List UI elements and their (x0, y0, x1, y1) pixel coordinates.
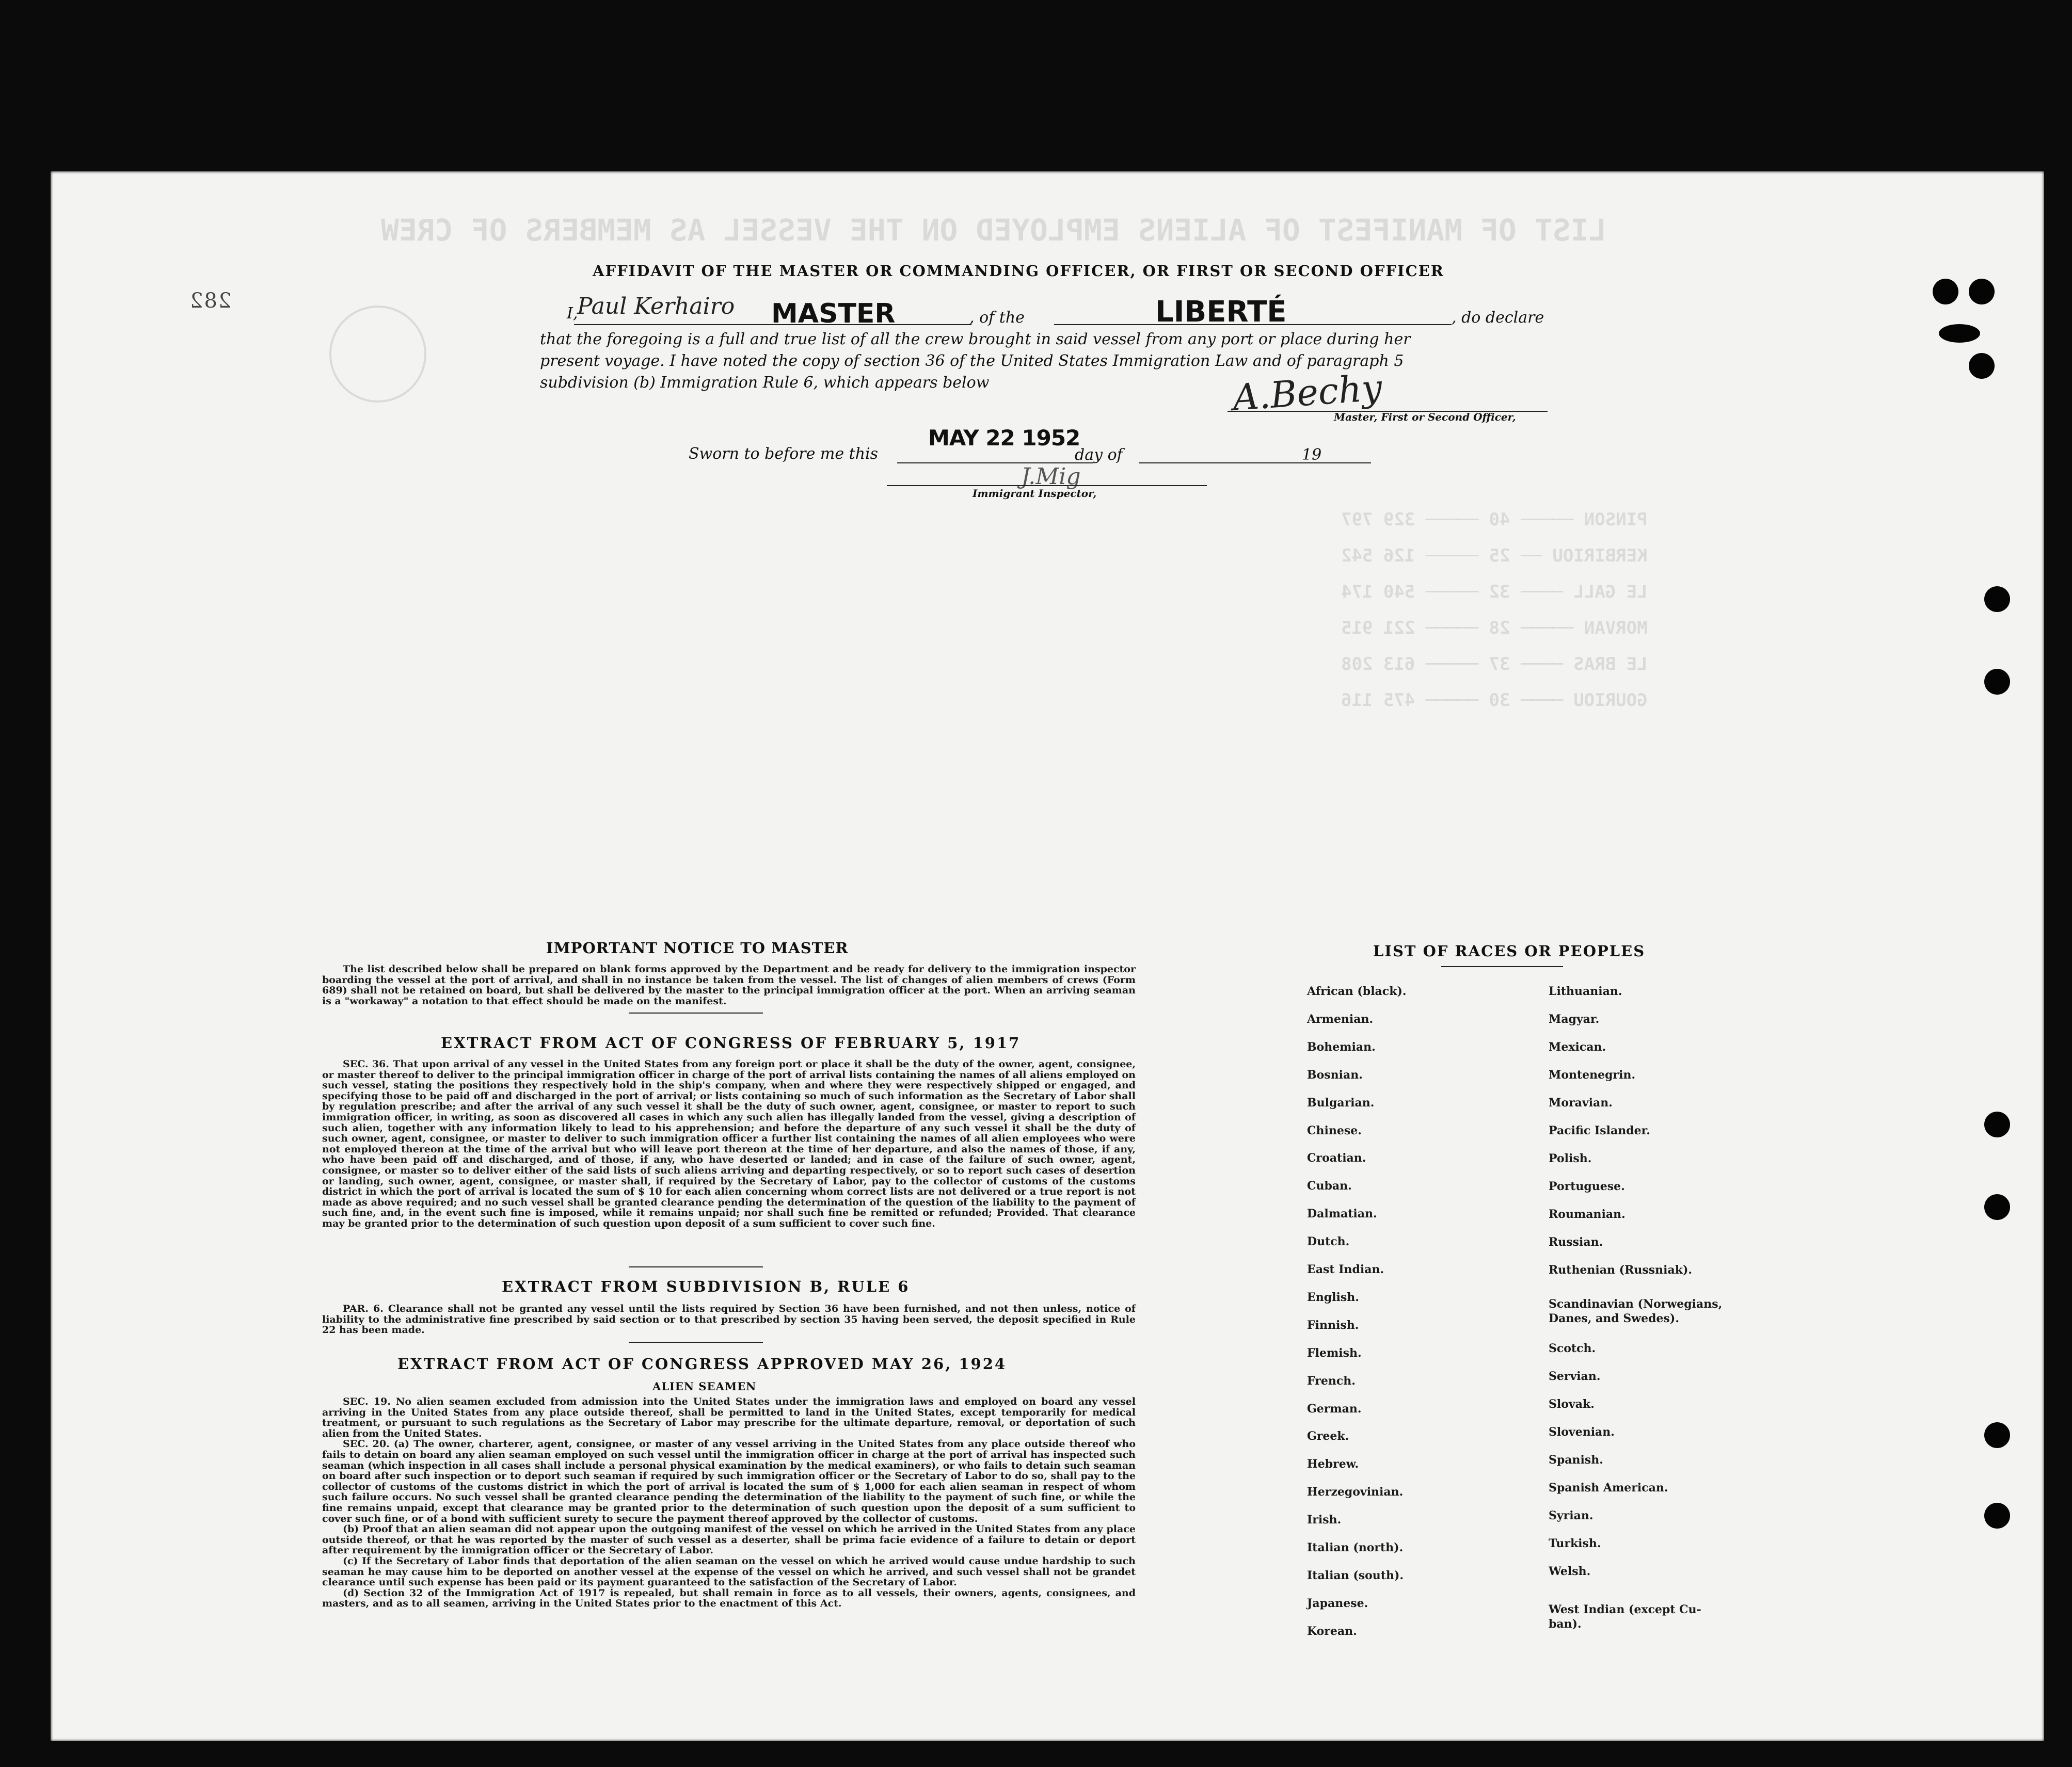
extract2-body: PAR. 6. Clearance shall not be granted any vessel until the lists required by Section 36 have been furnished, and not then unless, notice of liability to the administrative fine prescribed by said section or to that prescribed by section 35 having been served, the deposit specified in Rule 22 has been made. (322, 1303, 1136, 1336)
race-item-left: Japanese. (1307, 1596, 1368, 1610)
affidavit-line2: that the foregoing is a full and true list of all the crew brought in said vessel from any port or place during her (540, 330, 1411, 348)
punch-hole (1984, 669, 2010, 695)
race-item-right: Portuguese. (1549, 1180, 1625, 1193)
punch-hole (1984, 1112, 2010, 1137)
extract3-sec19: SEC. 19. No alien seamen excluded from admission into the United States under the immigration laws and employed on board any vessel arriving in the United States from any place outside thereof, shall be permitted to land in the United States, except temporarily for medical treatment, or pursuant to such regulations as the Secretary of Labor may prescribe for the ultimate departure, removal, or deportation of such alien from the United States. (322, 1396, 1136, 1439)
race-item-left: Dutch. (1307, 1235, 1350, 1249)
extract1-body: SEC. 36. That upon arrival of any vessel in the United States from any foreign port or place it shall be the duty of the owner, agent, consignee, or master thereof to deliver to the principal immigration officer in charge of the port of arrival lists containing the names of all aliens employed on such vessel, stating the positions they respectively hold in the ship's company, when and where they were respectively shipped or engaged, and specifying those to be paid off and discharged in the port of arrival; or lists containing so much of such information as the Secretary of Labor shall by regulation prescribe; and after the arrival of any such vessel it shall be the duty of such owner, agent, consignee, or master to report to such immigration officer, in writing, as soon as discovered all cases in which any such alien has illegally landed from the vessel, giving a description of such alien, together with any information likely to lead to his apprehension; and before the departure of any such vessel it shall be the duty of such owner, agent, consignee, or master to deliver to such immigration officer a further list containing the names of all alien employees who were not employed thereon at the time of the arrival but who will leave port thereon at the time of her departure, and also the names of those, if any, who have been paid off and discharged, and of those, if any, who have deserted or landed; and in case of the failure of such owner, agent, consignee, or master so to deliver either of the said lists of such aliens arriving and departing respectively, or so to report such cases of desertion or landing, such owner, agent, consignee, or master shall, if required by the Secretary of Labor, pay to the collector of customs of the customs district in which the port of arrival is located the sum of $ 10 for each alien concerning whom correct lists are not delivered or a true report is not made as above required; and no such vessel shall be granted clearance pending the determination of the question of the liability to the payment of such fine, and, in the event such fine is imposed, while it remains unpaid; nor shall such fine be remitted or refunded; Provided. That clearance may be granted prior to the determination of such question upon deposit of a sum sufficient to cover such fine. (322, 1058, 1136, 1229)
notice-divider (629, 1013, 763, 1014)
race-item-left: Herzegovinian. (1307, 1485, 1404, 1499)
punch-hole (1984, 1503, 2010, 1529)
races-title: LIST OF RACES OR PEOPLES (1373, 942, 1646, 960)
race-item-right: Moravian. (1549, 1096, 1613, 1110)
race-item-left: German. (1307, 1402, 1362, 1416)
race-item-left: English. (1307, 1290, 1359, 1304)
race-item-left: Bohemian. (1307, 1040, 1376, 1054)
race-item-left: Croatian. (1307, 1151, 1366, 1165)
races-divider (1441, 966, 1563, 967)
race-item-right: Mexican. (1549, 1040, 1606, 1054)
extract3-title: EXTRACT FROM ACT OF CONGRESS APPROVED MAY 26, 1924 (397, 1355, 1007, 1373)
master-name-signature: Paul Kerhairo (577, 293, 735, 319)
race-item-left: Cuban. (1307, 1179, 1352, 1193)
extract2-title: EXTRACT FROM SUBDIVISION B, RULE 6 (502, 1278, 910, 1295)
punch-hole (1984, 1194, 2010, 1220)
punch-hole (1933, 279, 1958, 304)
race-item-right: Pacific Islander. (1549, 1124, 1650, 1137)
master-signature: A.Bechy (1231, 366, 1384, 419)
race-item-right: Russian. (1549, 1235, 1603, 1249)
punch-hole (1969, 353, 1995, 379)
race-item-left: Finnish. (1307, 1318, 1359, 1332)
race-item-right: Welsh. (1549, 1565, 1591, 1578)
race-item-left: East Indian. (1307, 1263, 1384, 1276)
extract1-title: EXTRACT FROM ACT OF CONGRESS OF FEBRUARY 5, 1917 (441, 1034, 1021, 1052)
race-item-left: Chinese. (1307, 1123, 1362, 1137)
inspector-line (887, 485, 1207, 486)
race-item-left: Italian (north). (1307, 1541, 1404, 1554)
punch-hole (1984, 1422, 2010, 1448)
signature-caption: Master, First or Second Officer, (1334, 411, 1516, 423)
race-item-left: Italian (south). (1307, 1568, 1404, 1582)
affidavit-do-declare: , do declare (1452, 309, 1544, 327)
race-item-right: Danes, and Swedes). (1549, 1312, 1679, 1325)
race-item-left: French. (1307, 1374, 1356, 1388)
bleed-through-seal (329, 306, 426, 403)
affidavit-line3: present voyage. I have noted the copy of section 36 of the United States Immigration Law and of paragraph 5 (540, 352, 1404, 370)
extract3-sec20c: (c) If the Secretary of Labor finds that deportation of the alien seaman on the vessel on which he arrived would cause undue hardship to such seaman he may cause him to be deported on another vessel at the expense of the vessel on which he arrived, and such vessel shall not be grandet clearance until such expense has been paid or its payment guaranteed to the satisfaction of the Secretary of Labor. (322, 1555, 1136, 1588)
race-item-right: Syrian. (1549, 1509, 1593, 1522)
vessel-name-stamp: LIBERTÉ (1155, 295, 1287, 329)
race-item-left: Hebrew. (1307, 1457, 1359, 1471)
race-item-left: Bosnian. (1307, 1068, 1363, 1082)
sworn-day-of: day of (1075, 446, 1123, 464)
race-item-right: Scotch. (1549, 1342, 1596, 1355)
affidavit-of-the: , of the (969, 309, 1025, 327)
notice-body: The list described below shall be prepared on blank forms approved by the Department and be ready for delivery to the immigration inspector boarding the vessel at the port of arrival, and shall in no instance be taken from the vessel. The list of changes of alien members of crews (Form 689) shall not be retained on board, but shall be delivered by the master to the principal immigration officer at the port. When an arriving seaman is a "workaway" a notation to that effect should be made on the manifest. (322, 963, 1136, 1007)
master-name-line (574, 324, 971, 325)
race-item-left: Flemish. (1307, 1346, 1362, 1360)
master-rank-stamp: MASTER (771, 298, 896, 329)
race-item-right: Slovak. (1549, 1397, 1595, 1411)
race-item-right: Montenegrin. (1549, 1068, 1636, 1082)
race-item-right: West Indian (except Cu- (1549, 1603, 1701, 1616)
punch-hole (1984, 586, 2010, 612)
race-item-left: African (black). (1307, 985, 1407, 998)
race-item-left: Korean. (1307, 1624, 1357, 1638)
race-item-right: Lithuanian. (1549, 985, 1622, 998)
punch-hole (1939, 324, 1980, 343)
extract3-subtitle: ALIEN SEAMEN (652, 1380, 757, 1393)
race-item-right: Spanish American. (1549, 1481, 1668, 1495)
affidavit-line1-prefix: I, (567, 304, 578, 323)
document-page (51, 171, 2044, 1741)
race-item-right: Roumanian. (1549, 1208, 1625, 1221)
bleed-through-rows: PINSON ───── 40 ───── 329 797 KERBIRIOU ── 25 ───── 126 542 LE GALL ──── 32 ───── 540 174 MORVAN ───── 28 ───── 221 915 LE BRAS ──── 37 ───── 613 208 GOURIOU ──── 30 ───── 475 116 (1341, 509, 1648, 711)
race-item-right: Magyar. (1549, 1013, 1600, 1026)
bleed-through-header: LIST OF MANIFEST OF ALIENS EMPLOYED ON THE VESSEL AS MEMBERS OF CREW (381, 213, 1607, 248)
affidavit-title: AFFIDAVIT OF THE MASTER OR COMMANDING OFFICER, OR FIRST OR SECOND OFFICER (593, 262, 1444, 280)
notice-title: IMPORTANT NOTICE TO MASTER (546, 939, 849, 957)
extract3-body (322, 1396, 1136, 1609)
race-item-right: Slovenian. (1549, 1425, 1615, 1439)
race-item-right: Servian. (1549, 1370, 1601, 1383)
inspector-caption: Immigrant Inspector, (973, 487, 1097, 500)
race-item-right: ban). (1549, 1617, 1582, 1631)
extract2-divider (629, 1342, 763, 1343)
inspector-signature: J.Mig (1021, 463, 1081, 490)
extract3-sec20b: (b) Proof that an alien seaman did not appear upon the outgoing manifest of the vessel on which he arrived in the United States from any place outside thereof, or that he was reported by the master of such vessel as a deserter, shall be prima facie evidence of a failure to detain or deport after requirement by the immigration officer or the Secretary of Labor. (322, 1523, 1136, 1556)
race-item-left: Greek. (1307, 1429, 1349, 1443)
affidavit-line4: subdivision (b) Immigration Rule 6, which appears below (540, 374, 990, 392)
race-item-left: Irish. (1307, 1513, 1342, 1527)
extract1-divider (629, 1266, 763, 1267)
sworn-year-line (1325, 462, 1371, 463)
race-item-right: Turkish. (1549, 1537, 1601, 1550)
race-item-right: Scandinavian (Norwegians, (1549, 1297, 1723, 1311)
race-item-right: Ruthenian (Russniak). (1549, 1263, 1693, 1277)
race-item-right: Polish. (1549, 1152, 1592, 1165)
race-item-left: Armenian. (1307, 1012, 1374, 1026)
sworn-date-stamp: MAY 22 1952 (928, 425, 1080, 451)
race-item-right: Spanish. (1549, 1453, 1603, 1467)
sworn-year-prefix: 19 (1302, 446, 1322, 464)
race-item-left: Dalmatian. (1307, 1207, 1377, 1221)
punch-hole (1969, 279, 1995, 304)
extract3-sec20d: (d) Section 32 of the Immigration Act of 1917 is repealed, but shall remain in force as to all vessels, their owners, agents, consignees, and masters, and as to all seamen, arriving in the United States prior to the enactment of this Act. (322, 1587, 1136, 1610)
race-item-left: Bulgarian. (1307, 1096, 1375, 1110)
sworn-prefix: Sworn to before me this (689, 445, 879, 463)
extract3-sec20a: SEC. 20. (a) The owner, charterer, agent, consignee, or master of any vessel arriving in the United States from any place outside thereof who fails to detain on board any alien seaman employed on such vessel until the immigration officer in charge at the port of arrival has inspected such seaman (which inspection in all cases shall include a personal physical examination by the medical examiners), or who fails to detain such seaman on board after such inspection or to deport such seaman if required by such immigration officer or the Secretary of Labor to do so, shall pay to the collector of customs of the customs district in which the port of arrival is located the sum of $ 1,000 for each alien seaman in respect of whom such failure occurs. No such vessel shall be granted clearance pending the determination of the liability to the payment of such fine, or while the fine remains unpaid, except that clearance may be granted prior to the determination of such question upon the deposit of a sum sufficient to cover such fine, or of a bond with sufficient surety to secure the payment thereof approved by the collector of customs. (322, 1438, 1136, 1524)
page-number: 282 (189, 289, 232, 313)
